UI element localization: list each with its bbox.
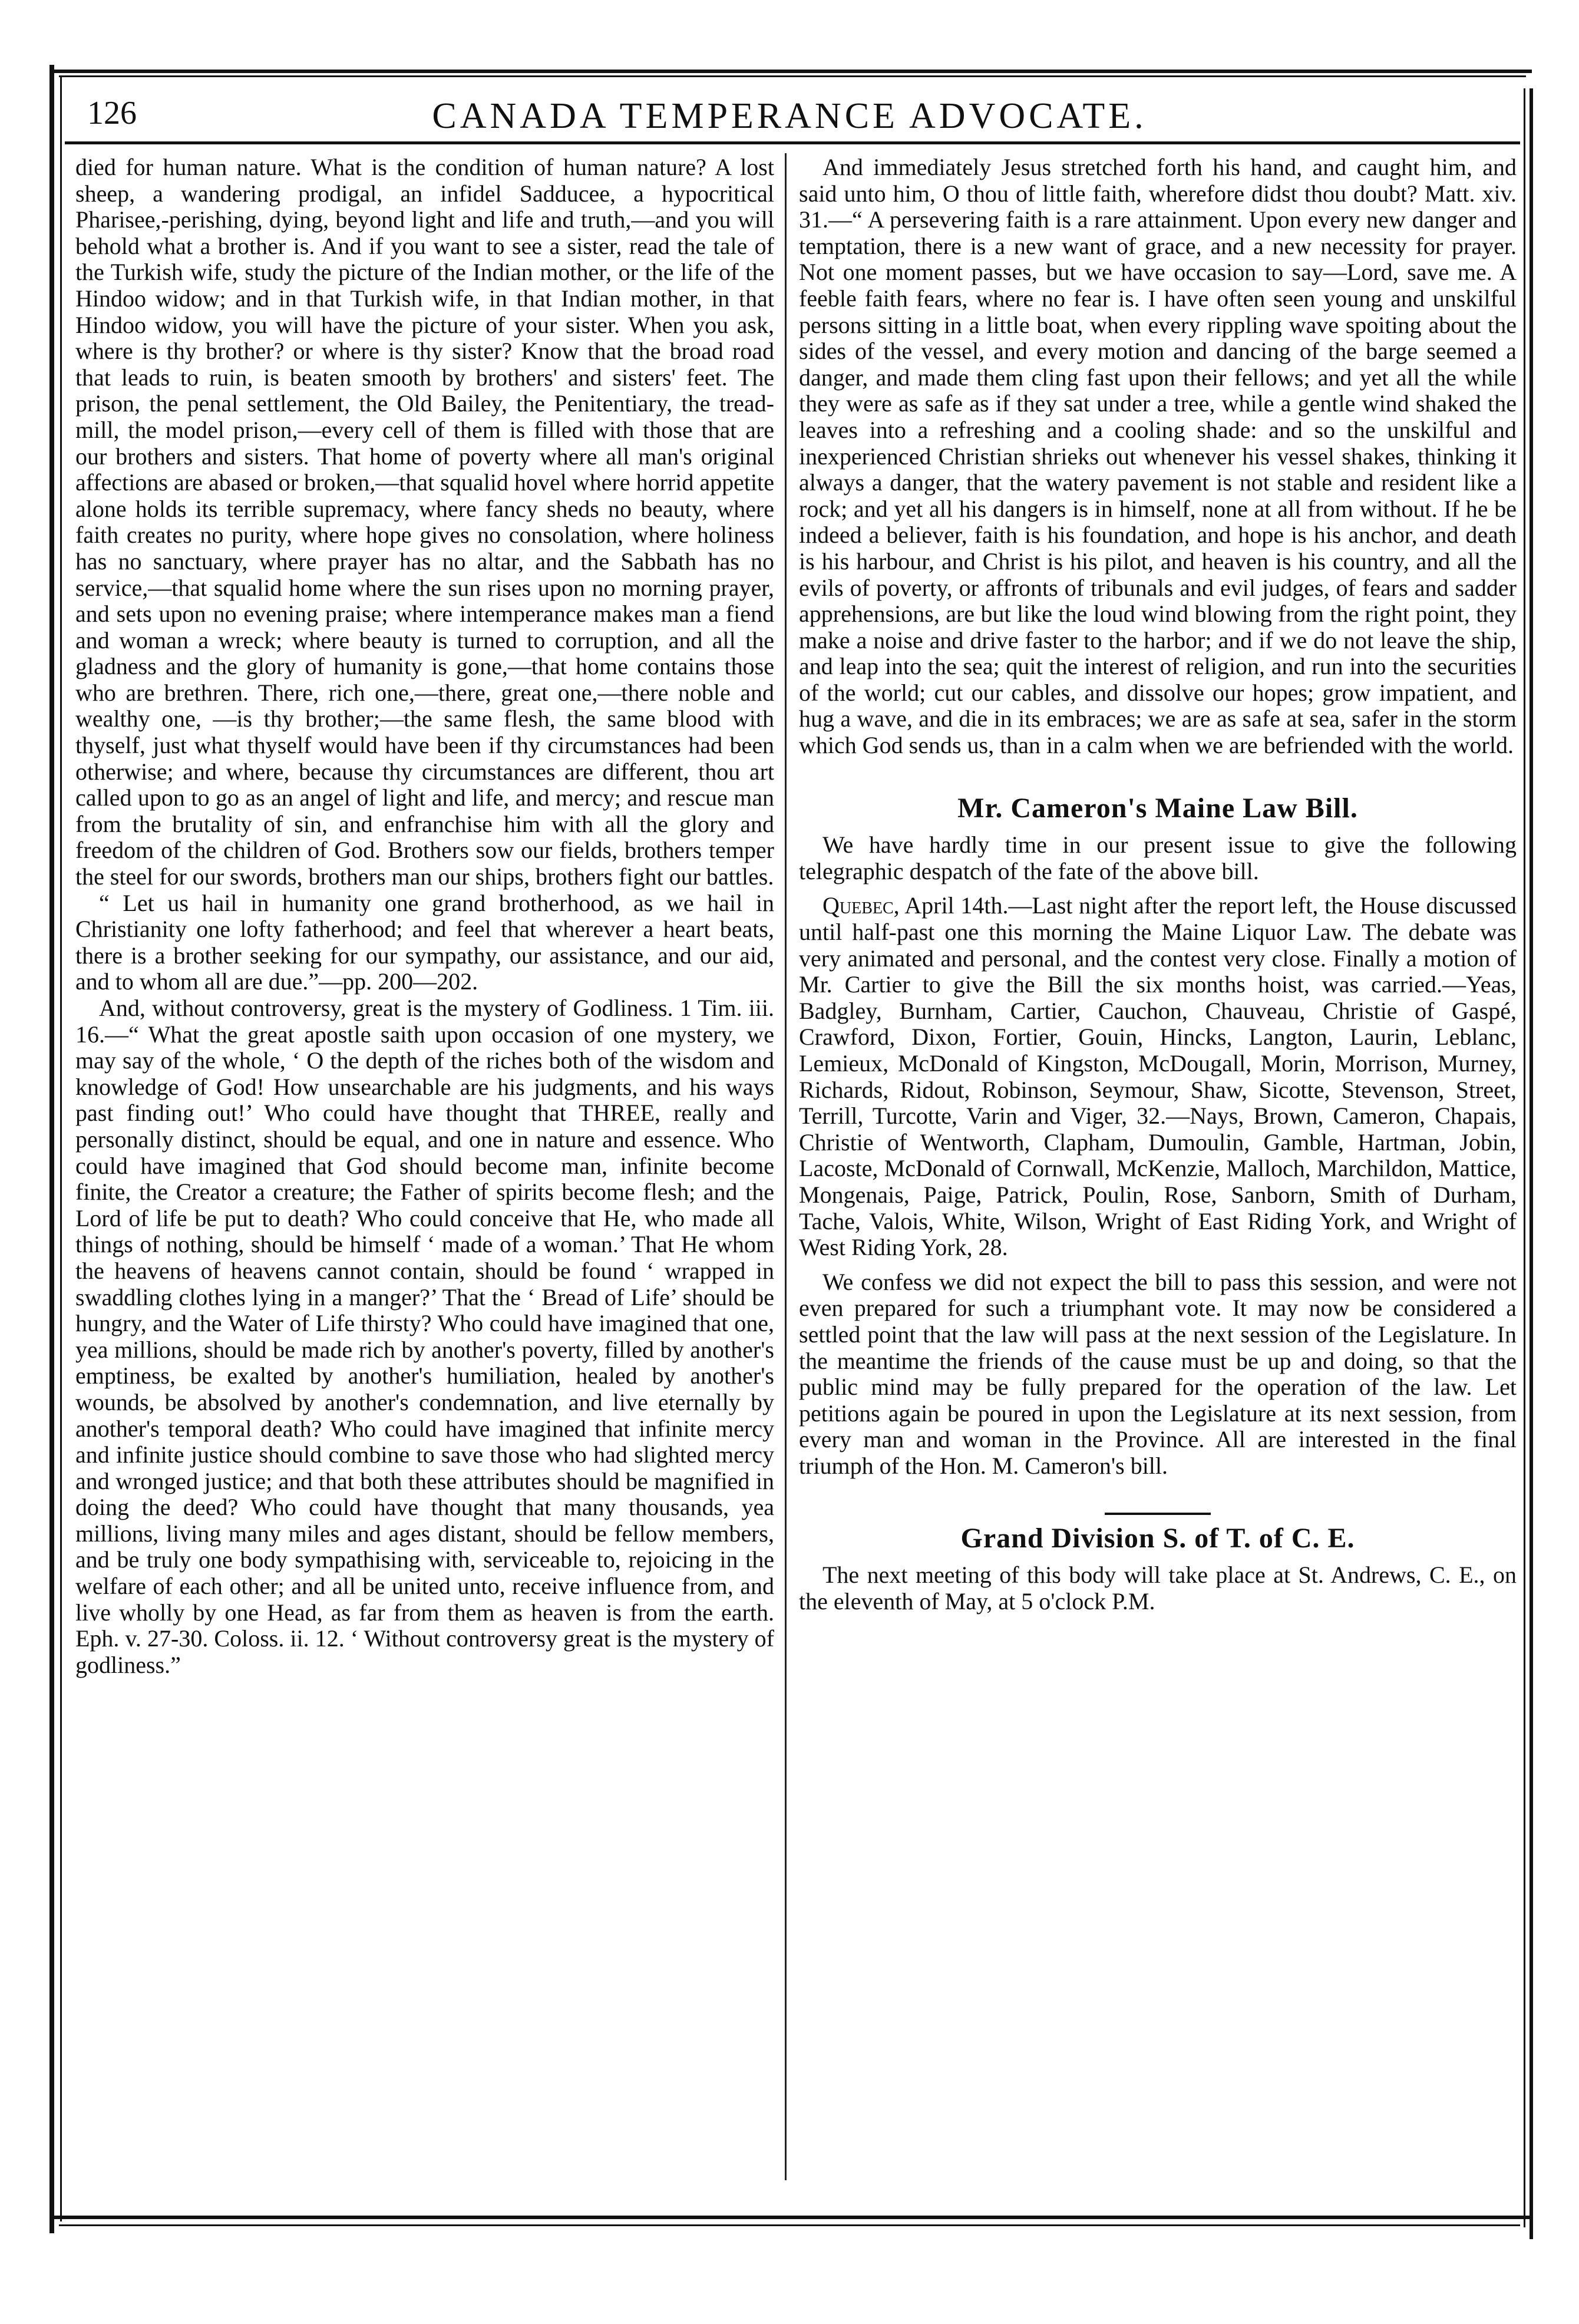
masthead-title: CANADA TEMPERANCE ADVOCATE. xyxy=(432,96,1147,136)
bottom-border-rule-inner xyxy=(59,2224,1520,2226)
left-paragraph: And, without controversy, great is the mystery of Godliness. 1 Tim. iii. 16.—“ What the great apostle saith upon occasion of one mystery, we may say of the whole, ‘ O the depth of the riches both of the wisdom and knowledge of God! How unsearchable are his judgments, and his ways past finding out!’ Who could have thought that THREE, really and personally distinct, should be equal, and one in nature and essence. Who could have imagined that God should become man, infinite become finite, the Creator a creature; the Father of spirits become flesh; and the Lord of life be put to death? Who could conceive that He, who made all things of nothing, should be himself ‘ made of a woman.’ That He whom the heavens of heavens cannot contain, should be found ‘ wrapped in swaddling clothes lying in a manger?’ That the ‘ Bread of Life’ should be hungry, and the Water of Life thirsty? Who could have imagined that one, yea millions, should be made rich by another's poverty, filled by another's emptiness, be exalted by another's humiliation, healed by another's wounds, be absolved by another's condemnation, and live eternally by another's temporal death? Who could have imagined that infinite mercy and infinite justice should combine to save those who had slighted mercy and wronged justice; and that both these attributes should be magnified in doing the deed? Who could have thought that many thousands, yea millions, living many miles and ages distant, should be fellow members, and be truly one body sympathising with, serviceable to, rejoicing in the welfare of each other; and all be united unto, receive influence from, and live wholly by one Head, as far from them as heaven is from the earth. Eph. v. 27-30. Coloss. ii. 12. ‘ Without controversy great is the mystery of godliness.” xyxy=(75,995,774,1678)
section-paragraph-dispatch xyxy=(799,893,1517,1260)
section-paragraph: We confess we did not expect the bill to pass this session, and were not even prepared for such a triumphant vote. It may now be considered a settled point that the law will pass at the next session of the Legislature. In the meantime the friends of the cause must be up and doing, so that the public mind may be fully prepared for the operation of the law. Let petitions again be poured in upon the Legislature at its next session, from every man and woman in the Province. All are interested in the final triumph of the Hon. M. Cameron's bill. xyxy=(799,1268,1517,1479)
left-paragraph: died for human nature. What is the condition of human nature? A lost sheep, a wandering prodigal, an infidel Sadducee, a hypocritical Pharisee,-perishing, dying, beyond light and life and truth,—and you will behold what a brother is. And if you want to see a sister, read the tale of the Turkish wife, study the picture of the Indian mother, or the life of the Hindoo widow; and in that Turkish wife, in that Indian mother, in that Hindoo widow, you will have the picture of your sister. When you ask, where is thy brother? or where is thy sister? Know that the broad road that leads to ruin, is beaten smooth by brothers' and sisters' feet. The prison, the penal settlement, the Old Bailey, the Penitentiary, the tread-mill, the model prison,—every cell of them is filled with those that are our brothers and sisters. That home of poverty where all man's original affections are abased or broken,—that squalid hovel where horrid appetite alone holds its terrible supremacy, where fancy sheds no beauty, where faith creates no purity, where hope gives no consolation, where holiness has no sanctuary, where prayer has no altar, and the Sabbath has no service,—that squalid home where the sun rises upon no morning prayer, and sets upon no evening praise; where intemperance makes man a fiend and woman a wreck; where beauty is turned to corruption, and all the gladness and the glory of humanity is gone,—that home contains those who are brethren. There, rich one,—there, great one,—there noble and wealthy one, —is thy brother;—the same flesh, the same blood with thyself, just what thyself would have been if thy circumstances had been otherwise; and where, because thy circumstances are different, thou art called upon to go as an angel of light and life, and mercy; and rescue man from the brutality of sin, and enfranchise him with all the glory and freedom of the children of God. Brothers sow our fields, brothers temper the steel for our swords, brothers man our ships, brothers fight our battles. xyxy=(75,154,774,890)
dateline: Quebec, xyxy=(822,892,900,919)
bottom-border-rule xyxy=(53,2216,1532,2219)
right-border-inner xyxy=(1524,88,1525,2227)
column-divider xyxy=(785,153,787,2180)
left-border xyxy=(49,65,54,2233)
left-paragraph: “ Let us hail in humanity one grand brotherhood, as we hail in Christianity one lofty fatherhood; and feel that wherever a heart beats, there is a brother seeking for our sympathy, our assistance, and our aid, and to whom all are due.”—pp. 200—202. xyxy=(75,889,774,995)
section-heading-grand-division: Grand Division S. of T. of C. E. xyxy=(960,1522,1355,1554)
right-border xyxy=(1530,88,1533,2239)
section-paragraph: We have hardly time in our present issue to give the following telegraphic despatch of the fate of the above bill. xyxy=(799,831,1517,884)
right-intro-paragraph: And immediately Jesus stretched forth his hand, and caught him, and said unto him, O thou of little faith, wherefore didst thou doubt? Matt. xiv. 31.—“ A persevering faith is a rare attainment. Upon every new danger and temptation, there is a new want of grace, and a new necessity for prayer. Not one moment passes, but we have occasion to say—Lord, save me. A feeble faith fears, where no fear is. I have often seen young and unskilful persons sitting in a little boat, when every rippling wave spoiting about the sides of the vessel, and every motion and dancing of the barge seemed a danger, and made them cling fast upon their fellows; and yet all the while they were as safe as if they sat under a tree, while a gentle wind shaked the leaves into a refreshing and a cooling shade: and so the unskilful and inexperienced Christian shrieks out whenever his vessel shakes, thinking it always a danger, that the watery pavement is not stable and resident like a rock; and yet all his dangers is in himself, none at all from without. If he be indeed a believer, faith is his foundation, and hope is his anchor, and death is his harbour, and Christ is his pilot, and heaven is his country, and all the evils of poverty, or affronts of tribunals and evil judges, of fears and sadder apprehensions, are but like the loud wind blowing from the right point, they make a noise and drive faster to the harbor; and if we do not leave the ship, and leap into the sea; quit the interest of religion, and run into the securities of the world; cut our cables, and dissolve our hopes; grow impatient, and hug a wave, and die in its embraces; we are as safe at sea, safer in the storm which God sends us, than in a calm when we are befriended with the world. xyxy=(799,154,1517,759)
top-border-rule-inner xyxy=(59,75,1526,77)
section-paragraph: The next meeting of this body will take place at St. Andrews, C. E., on the eleventh of May, at 5 o'clock P.M. xyxy=(799,1562,1517,1615)
section-separator-rule xyxy=(1105,1513,1211,1515)
header-rule xyxy=(65,141,1520,144)
dispatch-text: April 14th.—Last night after the report left, the House discussed until half-past one this morning the Maine Liquor Law. The debate was very animated and personal, and the contest very close. Finally a motion of Mr. Cartier to give the Bill the six months hoist, was carried.—Yeas, Badgley, Burnham, Cartier, Cauchon, Chauveau, Christie of Gaspé, Crawford, Dixon, Fortier, Gouin, Hincks, Langton, Laurin, Leblanc, Lemieux, McDonald of Kingston, McDougall, Morin, Morrison, Murney, Richards, Ridout, Robinson, Seymour, Shaw, Sicotte, Stevenson, Street, Terrill, Turcotte, Varin and Viger, 32.—Nays, Brown, Cameron, Chapais, Christie of Wentworth, Clapham, Dumoulin, Gamble, Hartman, Jobin, Lacoste, McDonald of Cornwall, McKenzie, Malloch, Marchildon, Mattice, Mongenais, Paige, Patrick, Poulin, Rose, Sanborn, Smith of Durham, Tache, Valois, White, Wilson, Wright of East Riding York, and Wright of West Riding York, 28. xyxy=(799,892,1517,1261)
left-border-inner xyxy=(60,77,62,2221)
top-border-rule xyxy=(53,70,1532,73)
section-heading-maine-law-bill: Mr. Cameron's Maine Law Bill. xyxy=(957,792,1358,824)
right-column xyxy=(799,154,1517,1615)
left-column xyxy=(75,154,774,1678)
page-number: 126 xyxy=(87,95,137,131)
